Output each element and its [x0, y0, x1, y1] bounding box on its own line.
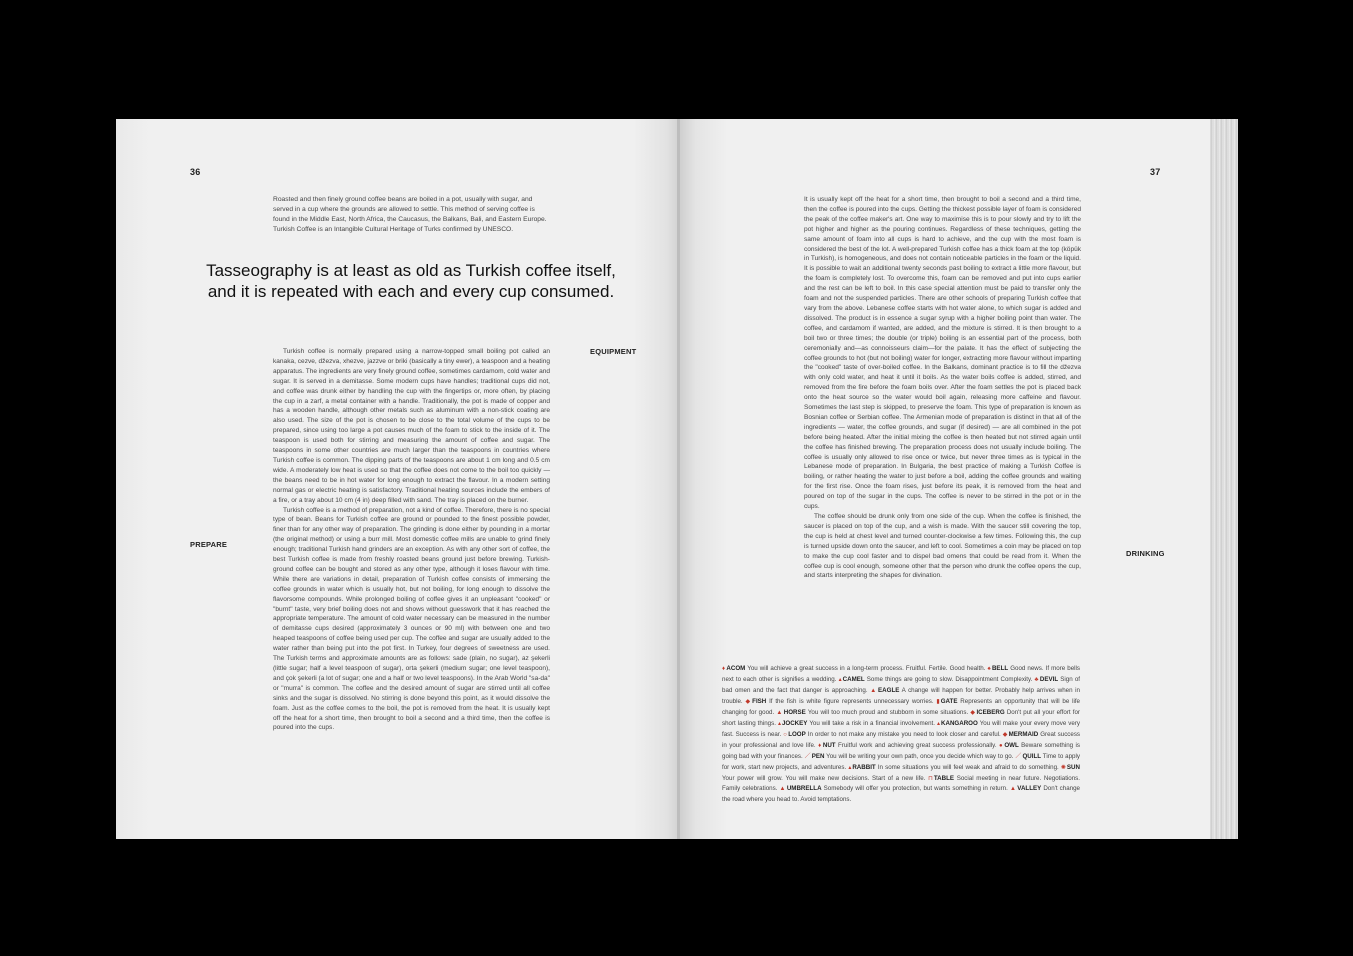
paragraph-drinking: The coffee should be drunk only from one side of the cup. When the coffee is finished, the saucer is placed on top of the cup, and a wish is made. With the saucer still covering the top, the cup is held at chest level and turned counter-clockwise a few times. Following this, the cup is turned upside down onto the saucer, and left to cool. Sometimes a coin may be placed on top to make the cup cool faster and to dispel bad omens that could be read from it. When the coffee cup is cool enough, someone other that the person who drunk the coffee opens the cup, and starts interpreting the shapes for divination. [804, 513, 1081, 580]
omen-text: Fruitful work and achieving great success professionally. [835, 741, 999, 749]
omen-word: ACOM [726, 665, 746, 672]
valley-icon: ▲ [1009, 786, 1017, 793]
pen-icon: ／ [804, 753, 811, 760]
omen-text: Good news. If more bells next to each other is signifies a wedding. [722, 665, 1080, 683]
paragraph-foam: It is usually kept off the heat for a short time, then brought to boil a second and a third time, then the coffee is poured into the cups. Getting the thickest possible layer of foam is considered the peak of the coffee maker's art. One way to maximise this is to pour slowly and try to lift the pot higher and higher as the pouring continues. Regardless of these techniques, getting the same amount of foam into all cups is hard to achieve, and the cup with the most foam is considered the best of the lot. A well-prepared Turkish coffee has a thick foam at the top (köpük in Turkish), is homogeneous, and does not contain noticeable particles in the foam or the liquid. It is possible to wait an additional twenty seconds past boiling to extract a little more flavour, but the foam is completely lost. To overcome this, foam can be removed and put into cups earlier and the rest can be left to boil. In this case special attention must be paid to transfer only the foam and not the suspended particles. There are other schools of preparing Turkish coffee that vary from the above. Lebanese coffee starts with hot water alone, to which sugar is added and dissolved. The product is in essence a sugar syrup with a higher boiling point than water. The coffee, and cardamom if wanted, are added, and the mixture is stirred. It is then brought to a boil two or three times; the double (or triple) boiling is an essential part of the process, both ceremonially and—as connoisseurs claim—for the palate. It has the effect of subjecting the coffee grounds to hot (but not boiling) water for longer, extracting more flavour without imparting the "cooked" taste of over-boiled coffee. In the Balkans, dominant practice is to fill the džezva with only cold water, and heat it until it boils. As the water boils coffee is added, stirred, and removed from the fire before the foam boils over. After the foam settles the pot is placed back onto the heat source so the water would boil again, releasing more caffeine and flavour. Sometimes the last step is skipped, to preserve the foam. This type of preparation is known as Bosnian coffee or Serbian coffee. The Armenian mode of preparation is distinct in that all of the ingredients — water, the coffee grounds, and sugar (if desired) — are all combined in the pot before being heated. After the initial mixing the coffee is then heated but not stirred again until the coffee has finished brewing. The preparation process does not usually include boiling. The coffee is usually only allowed to rise once or twice, but never three times as is typical in the Lebanese mode of preparation. In Bulgaria, the best practice of making a Turkish Coffee is boiling, or rather heating the water to just before a boil, adding the coffee grounds and waiting for the first rise. Once the foam rises, just before its peak, it is removed from the heat and poured on top of the sugar in the cups. The coffee is never to be stirred in the pot or in the cups. [804, 196, 1081, 511]
nut-icon: ♦ [818, 742, 822, 749]
omen-word: RABBIT [852, 763, 876, 771]
omen-word: QUILL [1022, 752, 1042, 760]
omen-entry [848, 764, 1061, 771]
omen-word: SUN [1066, 763, 1080, 771]
omen-text: You will make your every move very fast. Success is near. [722, 719, 1080, 738]
omen-word: EAGLE [878, 686, 900, 694]
omen-word: LOOP [788, 730, 806, 738]
paragraph-equipment: Turkish coffee is normally prepared using a narrow-topped small boiling pot called an kanaka, cezve, džezva, xhezve, jazzve or briki (basically a tiny ewer), a teaspoon and a heating apparatus. The ingredients are very finely ground coffee, sometimes cardamom, cold water and sugar. It is served in a demitasse. Some modern cups have handles; traditional cups did not, and coffee was drunk either by handling the cup with the fingertips or, more often, by placing the cup in a zarf, a metal container with a handle. Traditionally, the pot is made of copper and has a wooden handle, although other metals such as aluminum with a non-stick coating are also used. The size of the pot is chosen to be close to the total volume of the cups to be prepared, since using too large a pot causes much of the foam to stick to the inside of it. The teaspoon is used both for stirring and measuring the amount of coffee and sugar. The teaspoons in some other countries are much larger than the teaspoons in countries where Turkish coffee is common. The dipping parts of the teaspoons are about 1 cm long and 0.5 cm wide. A moderately low heat is used so that the coffee does not come to the boil too quickly — the beans need to be in hot water for long enough to extract the flavour. In a modern setting normal gas or electric heating is satisfactory. Traditional heating sources include the embers of a fire, or a tray about 10 cm (4 in) deep filled with sand. The tray is placed on the burner. [273, 348, 550, 504]
label-drinking: DRINKING [1126, 549, 1165, 558]
horse-icon: ▲ [776, 709, 783, 716]
omen-entry [839, 676, 1035, 683]
label-prepare: PREPARE [190, 540, 228, 549]
omen-text: If the fish is white figure represents unnecessary worries. [766, 697, 937, 705]
omen-word: UMBRELLA [786, 785, 822, 793]
omen-text: Don't change the road where you head to. Avoid temptations. [722, 785, 1080, 804]
omen-entry [745, 698, 936, 705]
omen-word: PEN [811, 752, 825, 760]
omen-text: Time to apply for work, start new projects, and adventures. [722, 752, 1080, 771]
owl-icon: ● [998, 742, 1004, 749]
omen-entry [776, 709, 970, 716]
devil-icon: ♣ [1034, 676, 1039, 683]
quill-icon: ／ [1015, 753, 1022, 760]
omen-word: CAMEL [842, 675, 865, 683]
omens-glossary [722, 664, 1080, 805]
omen-word: BELL [991, 665, 1009, 672]
right-page [680, 119, 1210, 839]
page-number-right: 37 [1150, 167, 1161, 177]
omen-text: Your power will grow. You will make new decisions. Start of a new life. [722, 774, 929, 782]
acorn-icon: ♦ [722, 666, 726, 672]
gate-icon: ▮ [936, 698, 940, 705]
omen-entry [805, 753, 1016, 760]
loop-icon: ○ [783, 731, 788, 738]
omen-text: You will achieve a great success in a long-term process. Fruitful. Fertile. Good health. [745, 665, 988, 672]
eagle-icon: ▲ [870, 687, 878, 694]
omen-text: A change will happen for better. Probably help arrives when in trouble. [722, 686, 1080, 705]
omen-entry [778, 720, 937, 727]
omen-text: Represents an opportunity that will be life changing for good. [722, 697, 1080, 716]
bell-icon: ♠ [987, 666, 991, 672]
omen-text: Social meeting in near future. Negotiations. Family celebrations. [722, 774, 1080, 793]
omen-word: JOCKEY [781, 719, 808, 727]
omen-word: DEVIL [1039, 675, 1059, 683]
omen-text: Great success in your professional and love life. [722, 730, 1081, 749]
omen-entry [722, 665, 987, 672]
omen-text: In some situations you will feel weak and afraid to do something. [875, 763, 1061, 771]
paragraph-prepare: Turkish coffee is a method of preparation, not a kind of coffee. Therefore, there is no special type of bean. Beans for Turkish coffee are ground or pounded to the finest possible powder, finer than for any other way of preparation. The grinding is done either by pounding in a mortar (the original method) or using a burr mill. Most domestic coffee mills are unable to grind finely enough; traditional Turkish hand grinders are an exception. As with any other sort of coffee, the best Turkish coffee is made from freshly roasted beans ground just before brewing. Turkish-ground coffee can be bought and stored as any other type, although it loses flavour with time. While there are variations in detail, preparation of Turkish coffee consists of immersing the coffee grounds in water which is usually hot, but not boiling, for long enough to dissolve the flavorsome compounds. While prolonged boiling of coffee gives it an unpleasant "cooked" or "burnt" taste, very brief boiling does not and shows without guesswork that it has reached the appropriate temperature. The amount of cold water necessary can be measured in the number of demitasse cups desired (approximately 3 ounces or 90 ml) with between one and two heaped teaspoons of coffee being used per cup. The coffee and sugar are usually added to the water rather than being put into the pot first. In Turkey, four degrees of sweetness are used. The Turkish terms and approximate amounts are as follows: sade (plain, no sugar), az şekerli (little sugar; half a level teaspoon of sugar), orta şekerli (medium sugar; one level teaspoon), and çok şekerli (a lot of sugar; one and a half or two level teaspoons). In the Arab World "sa-da" or "murra" is common. The coffee and the desired amount of sugar are stirred until all coffee sinks and the sugar is dissolved. No stirring is done beyond this point, as it would dissolve the foam. Just as the coffee comes to the boil, the pot is removed from the heat. It is usually kept off the heat for a short time, then brought to boil a second and a third time, then the coffee is poured into the cups. [273, 506, 550, 732]
umbrella-icon: ▲ [779, 786, 786, 793]
omen-entry [818, 742, 999, 749]
omen-word: OWL [1004, 741, 1019, 749]
omen-word: MERMAID [1008, 730, 1039, 738]
omen-text: Don't put all your effort for short lasting things. [722, 708, 1080, 727]
intro-paragraph: Roasted and then finely ground coffee beans are boiled in a pot, usually with sugar, and served in a cup where the grounds are allowed to settle. This method of serving coffee is found in the Middle East, North Africa, the Caucasus, the Balkans, Bali, and Eastern Europe. Turkish Coffee is an Intangible Cultural Heritage of Turks confirmed by UNESCO. [273, 196, 547, 233]
omen-word: HORSE [783, 708, 806, 716]
omen-word: KANGAROO [941, 719, 978, 727]
left-body-text [273, 347, 550, 733]
omen-entry [783, 731, 1002, 738]
omen-word: NUT [822, 741, 836, 749]
omen-word: VALLEY [1017, 785, 1042, 793]
omen-word: FISH [752, 697, 767, 705]
omen-text: You will too much proud and stubborn in some situations. [805, 708, 971, 716]
omen-text: Beware something is going bad with your finances. [722, 741, 1081, 760]
omen-text: In order to not make any mistake you need to look closer and careful. [805, 730, 1003, 738]
right-body-text [804, 195, 1081, 581]
omen-text: Somebody will offer you protection, but wants something in return. [821, 785, 1010, 793]
camel-icon: ▴ [838, 676, 842, 683]
omen-text: You will be writing your own path, once you decide which way to go. [824, 752, 1016, 760]
page-edges [1208, 119, 1238, 839]
rabbit-icon: ▴ [848, 764, 852, 771]
open-book [116, 119, 1238, 839]
omen-entry [780, 785, 1010, 792]
pull-quote: Tasseography is at least as old as Turkish coffee itself, and it is repeated with each and every cup consumed. [206, 261, 616, 301]
kangaroo-icon: ▴ [937, 720, 941, 727]
jockey-icon: ▴ [777, 720, 781, 727]
page-number-left: 36 [190, 167, 201, 177]
label-equipment: EQUIPMENT [590, 347, 637, 356]
omen-word: GATE [940, 697, 958, 705]
left-page [116, 119, 678, 839]
fish-icon: ◆ [745, 698, 752, 705]
omen-text: Sign of bad omen and the fact that danger is approaching. [722, 675, 1081, 694]
omen-text: You will take a risk in a financial involvement. [807, 719, 937, 727]
sun-icon: ✺ [1060, 764, 1066, 771]
iceberg-icon: ◆ [970, 709, 976, 716]
omen-text: Some things are going to slow. Disappointment Complexity. [864, 675, 1035, 683]
omen-word: TABLE [933, 774, 955, 782]
mermaid-icon: ◆ [1002, 731, 1008, 738]
table-icon: ⊓ [928, 775, 933, 782]
omen-word: ICEBERG [976, 708, 1005, 716]
